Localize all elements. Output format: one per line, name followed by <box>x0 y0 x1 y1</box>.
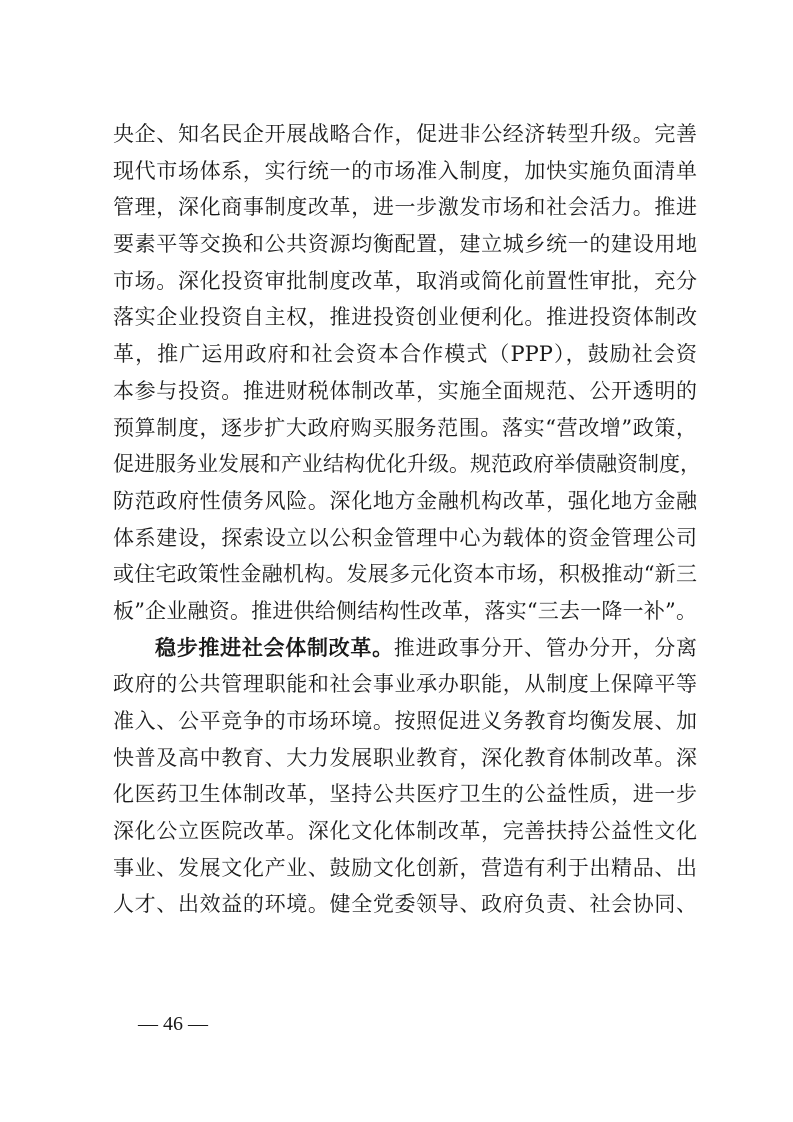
paragraph-text: 推进政事分开、管办分开，分离 <box>393 635 698 660</box>
paragraph-line: 或住宅政策性金融机构。发展多元化资本市场，积极推动“新三 <box>113 562 697 587</box>
paragraph-line: 促进服务业发展和产业结构优化升级。规范政府举债融资制度， <box>113 452 701 477</box>
paragraph-line: 革，推广运用政府和社会资本合作模式（PPP），鼓励社会资 <box>113 342 697 367</box>
paragraph-line: 现代市场体系，实行统一的市场准入制度，加快实施负面清单 <box>113 158 697 183</box>
section-heading: 稳步推进社会体制改革。 <box>155 635 394 660</box>
paragraph-line: 落实企业投资自主权，推进投资创业便利化。推进投资体制改 <box>113 305 697 330</box>
paragraph-line: 管理，深化商事制度改革，进一步激发市场和社会活力。推进 <box>113 195 697 220</box>
paragraph-line: 准入、公平竞争的市场环境。按照促进义务教育均衡发展、加 <box>113 709 697 733</box>
paragraph-line: 政府的公共管理职能和社会事业承办职能，从制度上保障平等 <box>113 672 697 697</box>
paragraph-line: 事业、发展文化产业、鼓励文化创新，营造有利于出精品、出 <box>113 855 697 880</box>
paragraph-first-line <box>113 630 697 667</box>
paragraph-line: 人才、出效益的环境。健全党委领导、政府负责、社会协同、 <box>113 892 697 917</box>
paragraph-line: 预算制度，逐步扩大政府购买服务范围。落实“营改增”政策， <box>113 415 697 440</box>
paragraph-line: 板”企业融资。推进供给侧结构性改革，落实“三去一降一补”。 <box>113 598 697 623</box>
paragraph-line: 体系建设，探索设立以公积金管理中心为载体的资金管理公司 <box>113 525 697 550</box>
paragraph-line: 化医药卫生体制改革，坚持公共医疗卫生的公益性质，进一步 <box>113 782 697 807</box>
paragraph-line: 要素平等交换和公共资源均衡配置，建立城乡统一的建设用地 <box>113 232 697 257</box>
paragraph-2 <box>113 630 697 924</box>
paragraph-line: 快普及高中教育、大力发展职业教育，深化教育体制改革。深 <box>113 745 697 770</box>
document-body <box>113 116 701 923</box>
paragraph-line: 央企、知名民企开展战略合作，促进非公经济转型升级。完善 <box>113 122 697 146</box>
paragraph-line: 市场。深化投资审批制度改革，取消或简化前置性审批，充分 <box>113 268 697 293</box>
page-number: — 46 — <box>138 1013 208 1035</box>
paragraph-line: 防范政府性债务风险。深化地方金融机构改革，强化地方金融 <box>113 488 697 513</box>
paragraph-1 <box>113 116 701 630</box>
paragraph-line: 本参与投资。推进财税体制改革，实施全面规范、公开透明的 <box>113 378 697 403</box>
paragraph-line: 深化公立医院改革。深化文化体制改革，完善扶持公益性文化 <box>113 819 697 844</box>
